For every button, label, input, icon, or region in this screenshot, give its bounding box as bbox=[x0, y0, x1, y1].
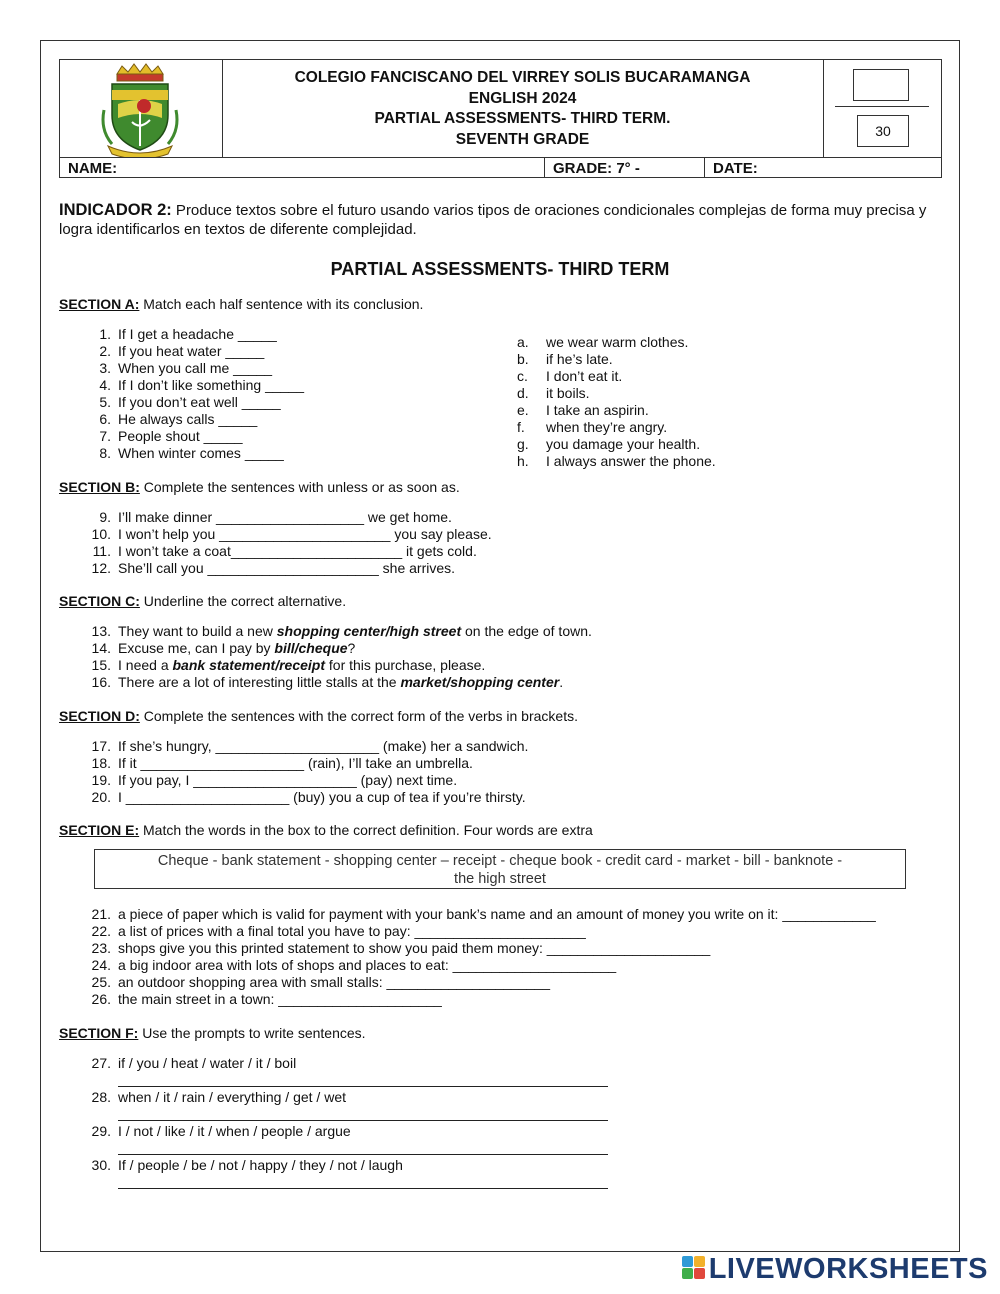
liveworksheets-logo-icon bbox=[682, 1256, 706, 1280]
word-box-line: the high street bbox=[454, 871, 546, 887]
answer-line[interactable] bbox=[118, 1154, 608, 1155]
score-divider bbox=[835, 106, 929, 107]
option-item: a. we wear warm clothes. bbox=[517, 334, 689, 350]
grade-field[interactable]: GRADE: 7° - bbox=[545, 158, 705, 178]
answer-line[interactable] bbox=[118, 1120, 608, 1121]
list-item[interactable]: 10. I won’t help you ______________________ you say please. bbox=[91, 526, 492, 542]
school-name: COLEGIO FANCISCANO DEL VIRREY SOLIS BUCARAMANGA bbox=[294, 69, 751, 86]
subject-year: ENGLISH 2024 bbox=[468, 89, 577, 107]
section-label: SECTION F: bbox=[59, 1025, 139, 1041]
list-item[interactable]: 24. a big indoor area with lots of shops and places to eat: _____________________ bbox=[91, 957, 617, 973]
list-item[interactable]: 7. People shout _____ bbox=[99, 428, 243, 444]
indicator-label: INDICADOR 2: bbox=[59, 201, 172, 219]
indicator-paragraph bbox=[59, 201, 944, 239]
liveworksheets-brand bbox=[682, 1253, 988, 1286]
list-item: 30. If / people / be / not / happy / they / not / laugh bbox=[91, 1157, 403, 1173]
list-item[interactable]: 23. shops give you this printed statement to show you paid them money: _____________________ bbox=[91, 940, 711, 956]
school-crest-logo bbox=[60, 60, 223, 157]
section-a-heading bbox=[59, 296, 423, 312]
word-box bbox=[94, 849, 906, 889]
score-input-box[interactable] bbox=[853, 69, 909, 101]
list-item[interactable]: 5. If you don’t eat well _____ bbox=[99, 394, 281, 410]
list-item: 27. if / you / heat / water / it / boil bbox=[91, 1055, 297, 1071]
list-item[interactable]: 12. She’ll call you ______________________ she arrives. bbox=[91, 560, 456, 576]
list-item[interactable]: 1. If I get a headache _____ bbox=[99, 326, 277, 342]
assessment-title: PARTIAL ASSESSMENTS- THIRD TERM. bbox=[374, 110, 671, 127]
answer-line[interactable] bbox=[118, 1086, 608, 1087]
list-item[interactable]: 17. If she’s hungry, _____________________ (make) her a sandwich. bbox=[91, 738, 529, 754]
date-field[interactable]: DATE: bbox=[713, 160, 758, 177]
list-item[interactable]: 20. I _____________________ (buy) you a cup of tea if you’re thirsty. bbox=[91, 789, 526, 805]
option-item: b. if he’s late. bbox=[517, 351, 613, 367]
score-box bbox=[824, 60, 941, 157]
section-d-heading bbox=[59, 708, 578, 724]
answer-line[interactable] bbox=[118, 1188, 608, 1189]
list-item[interactable]: 9. I’ll make dinner ___________________ we get home. bbox=[99, 509, 452, 525]
alternative-choice[interactable]: market/shopping center bbox=[400, 674, 560, 690]
section-instruction: Complete the sentences with the correct form of the verbs in brackets. bbox=[139, 708, 578, 724]
list-item[interactable]: 2. If you heat water _____ bbox=[99, 343, 265, 359]
brand-name: LIVEWORKSHEETS bbox=[708, 1253, 988, 1285]
option-item: e. I take an aspirin. bbox=[517, 402, 649, 418]
section-label: SECTION C: bbox=[59, 593, 140, 609]
list-item[interactable]: 15. I need a bank statement/receipt for this purchase, please. bbox=[91, 657, 486, 673]
section-label: SECTION A: bbox=[59, 296, 140, 312]
name-field[interactable]: NAME: bbox=[60, 158, 545, 178]
grade-level: SEVENTH GRADE bbox=[455, 130, 590, 148]
option-item: h. I always answer the phone. bbox=[517, 453, 716, 469]
section-b-heading bbox=[59, 479, 460, 495]
list-item[interactable]: 26. the main street in a town: _____________________ bbox=[91, 991, 442, 1007]
list-item[interactable]: 18. If it _____________________ (rain), I’ll take an umbrella. bbox=[91, 755, 473, 771]
option-item: f. when they’re angry. bbox=[517, 419, 668, 435]
list-item[interactable]: 25. an outdoor shopping area with small stalls: _____________________ bbox=[91, 974, 550, 990]
header-table bbox=[59, 59, 942, 178]
alternative-choice[interactable]: bank statement/receipt bbox=[172, 657, 325, 673]
student-info-row bbox=[60, 157, 941, 178]
section-instruction: Underline the correct alternative. bbox=[139, 593, 347, 609]
section-instruction: Complete the sentences with unless or as soon as. bbox=[139, 479, 460, 495]
section-label: SECTION D: bbox=[59, 708, 140, 724]
list-item[interactable]: 16. There are a lot of interesting little stalls at the market/shopping center. bbox=[91, 674, 564, 690]
section-label: SECTION B: bbox=[59, 479, 140, 495]
list-item[interactable]: 22. a list of prices with a final total you have to pay: ______________________ bbox=[91, 923, 586, 939]
list-item[interactable]: 13. They want to build a new shopping center/high street on the edge of town. bbox=[91, 623, 592, 639]
section-instruction: Match the words in the box to the correct definition. Four words are extra bbox=[139, 822, 593, 838]
score-total: 30 bbox=[857, 115, 909, 147]
list-item[interactable]: 14. Excuse me, can I pay by bill/cheque? bbox=[91, 640, 356, 656]
list-item[interactable]: 6. He always calls _____ bbox=[99, 411, 258, 427]
option-item: d. it boils. bbox=[517, 385, 590, 401]
section-instruction: Match each half sentence with its conclusion. bbox=[139, 296, 424, 312]
alternative-choice[interactable]: shopping center/high street bbox=[276, 623, 462, 639]
list-item[interactable]: 21. a piece of paper which is valid for payment with your bank’s name and an amount of money you write on it: ____________ bbox=[91, 906, 876, 922]
section-c-heading bbox=[59, 593, 346, 609]
word-box-line: Cheque - bank statement - shopping center – receipt - cheque book - credit card - market - bill - banknote - bbox=[157, 853, 843, 869]
list-item[interactable]: 8. When winter comes _____ bbox=[99, 445, 284, 461]
list-item[interactable]: 3. When you call me _____ bbox=[99, 360, 273, 376]
section-instruction: Use the prompts to write sentences. bbox=[138, 1025, 366, 1041]
list-item[interactable]: 4. If I don’t like something _____ bbox=[99, 377, 305, 393]
option-item: c. I don’t eat it. bbox=[517, 368, 623, 384]
header-title-block bbox=[222, 60, 824, 157]
list-item[interactable]: 11. I won’t take a coat______________________ it gets cold. bbox=[92, 543, 477, 559]
section-label: SECTION E: bbox=[59, 822, 140, 838]
option-item: g. you damage your health. bbox=[517, 436, 701, 452]
list-item[interactable]: 19. If you pay, I _____________________ (pay) next time. bbox=[91, 772, 458, 788]
alternative-choice[interactable]: bill/cheque bbox=[274, 640, 348, 656]
list-item: 29. I / not / like / it / when / people / argue bbox=[91, 1123, 351, 1139]
list-item: 28. when / it / rain / everything / get / wet bbox=[91, 1089, 346, 1105]
page-title: PARTIAL ASSESSMENTS- THIRD TERM bbox=[330, 259, 670, 279]
indicator-text: Produce textos sobre el futuro usando varios tipos de oraciones condicionales complejas de forma muy precisa y logra identificarlos en textos de diferente complejidad. bbox=[59, 202, 927, 238]
section-f-heading bbox=[59, 1025, 366, 1041]
section-e-heading bbox=[59, 822, 593, 838]
